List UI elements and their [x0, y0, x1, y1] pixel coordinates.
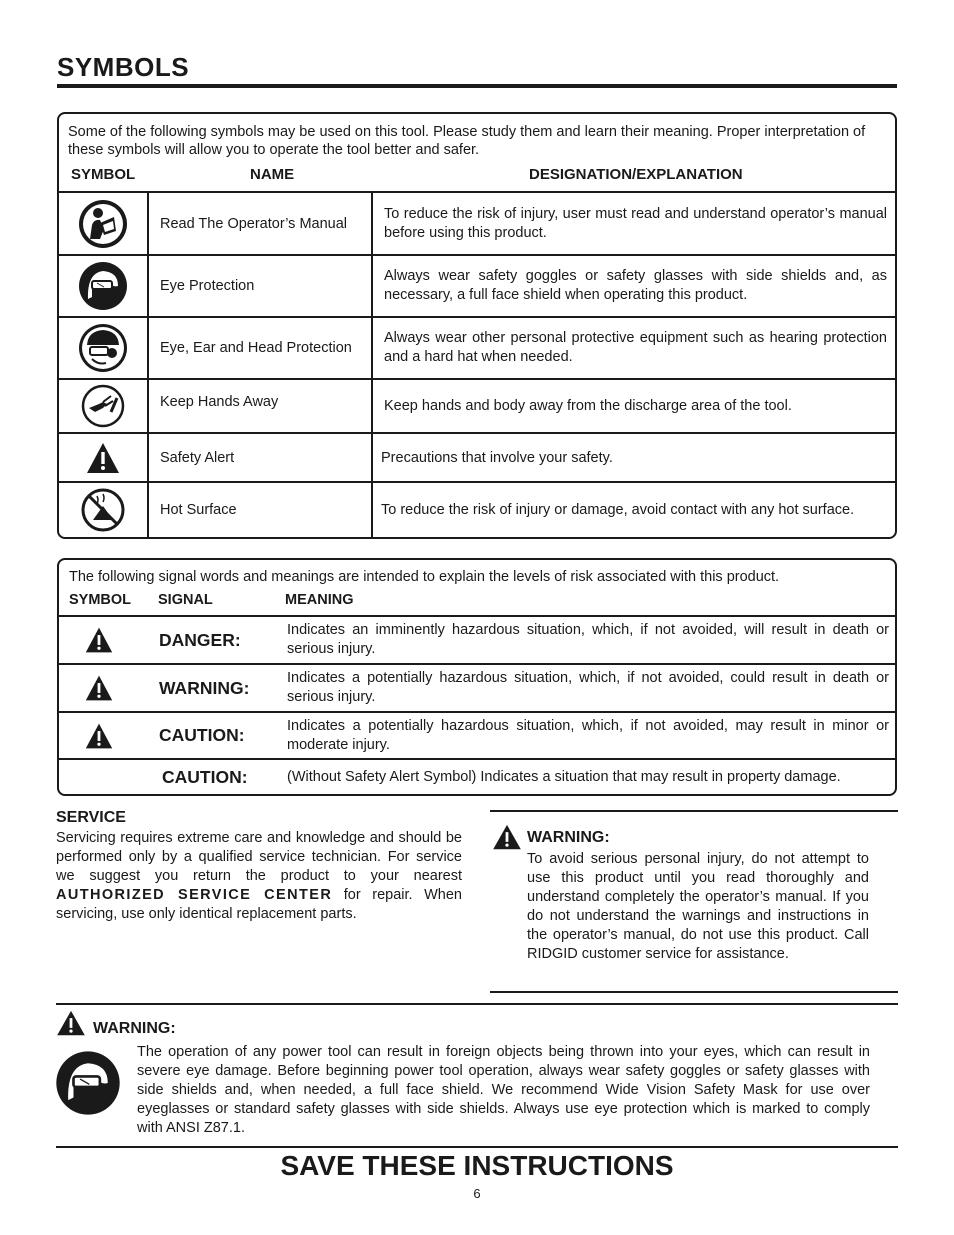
page-title: SYMBOLS — [57, 52, 190, 82]
signal-word: WARNING: — [159, 677, 250, 698]
service-text-after: for repair. When servicing, use only identical replacement parts. — [56, 887, 463, 922]
symbol-name: Eye Protection — [149, 256, 373, 316]
signal-row — [59, 711, 895, 758]
symbol-desc: To reduce the risk of injury, user must read and understand operator’s manual before using this product. — [384, 205, 887, 241]
header-meaning: MEANING — [285, 592, 354, 608]
symbol-desc: Precautions that involve your safety. — [381, 450, 613, 466]
safety-alert-icon — [85, 441, 121, 475]
authorized-service-center: AUTHORIZED SERVICE CENTER — [56, 887, 333, 903]
header-name: NAME — [250, 166, 295, 183]
signal-words-table — [57, 558, 897, 796]
signal-row — [59, 663, 895, 711]
header-symbol: SYMBOL — [71, 166, 136, 183]
safety-alert-icon — [84, 626, 114, 654]
eye-protection-icon — [55, 1050, 121, 1116]
warning-title: WARNING: — [527, 829, 610, 846]
symbol-desc: Always wear safety goggles or safety glasses with side shields and, as necessary, a full face shield when operating this product. — [384, 268, 887, 303]
warning-box-manual — [490, 810, 898, 993]
header-symbol: SYMBOL — [69, 592, 132, 608]
symbol-row — [59, 191, 895, 254]
symbol-row — [59, 316, 895, 378]
header-designation: DESIGNATION/EXPLANATION — [529, 166, 743, 183]
service-text — [56, 829, 462, 924]
eye-ear-head-protection-icon — [78, 323, 128, 373]
title-rule — [57, 84, 897, 88]
symbol-desc: To reduce the risk of injury or damage, avoid contact with any hot surface. — [381, 501, 855, 518]
symbol-name: Safety Alert — [149, 434, 373, 481]
service-text-before: Servicing requires extreme care and knowledge and should be performed only by a qualified service technician. For service we suggest you return the product to your nearest — [56, 830, 462, 884]
signal-meaning: Indicates an imminently hazardous situation, which, if not avoided, will result in death or serious injury. — [287, 622, 889, 657]
divider — [56, 1003, 898, 1005]
symbol-row — [59, 378, 895, 432]
symbol-desc: Keep hands and body away from the discharge area of the tool. — [384, 397, 792, 414]
safety-alert-icon — [84, 722, 114, 750]
signals-intro: The following signal words and meanings are intended to explain the levels of risk associated with this product. — [69, 569, 780, 585]
hot-surface-icon — [81, 488, 125, 532]
signal-meaning: Indicates a potentially hazardous situation, which, if not avoided, could result in death or serious injury. — [287, 670, 889, 705]
warning-text: The operation of any power tool can result in foreign objects being thrown into your eyes, which can result in severe eye damage. Before beginning power tool operation, always wear safety goggles or safety glasses with side shields and, when needed, a full face shield. We recommend Wide Vision Safety Mask for use over eyeglasses or standard safety glasses with side shields. Always use eye protection which is marked to comply with ANSI Z87.1. — [137, 1044, 870, 1136]
symbols-table — [57, 112, 897, 539]
read-manual-icon — [78, 199, 128, 249]
symbol-desc: Always wear other personal protective equipment such as hearing protection and a hard hat when needed. — [384, 330, 887, 365]
signal-word: CAUTION: — [159, 725, 245, 745]
eye-protection-icon — [78, 261, 128, 311]
symbol-row — [59, 254, 895, 316]
signal-meaning: Indicates a potentially hazardous situation, which, if not avoided, may result in minor or moderate injury. — [287, 717, 889, 753]
signal-row — [59, 615, 895, 663]
signal-row — [59, 758, 895, 794]
signal-meaning: (Without Safety Alert Symbol) Indicates a situation that may result in property damage. — [287, 768, 841, 785]
keep-hands-away-icon — [81, 384, 125, 428]
warning-title: WARNING: — [93, 1020, 176, 1037]
header-signal: SIGNAL — [158, 592, 213, 608]
symbol-name: Keep Hands Away — [149, 380, 373, 432]
safety-alert-icon — [84, 674, 114, 702]
symbol-name: Hot Surface — [149, 483, 373, 537]
symbol-name: Read The Operator’s Manual — [149, 193, 373, 254]
page-number: 6 — [473, 1186, 481, 1201]
symbol-row — [59, 432, 895, 481]
symbols-intro: Some of the following symbols may be used on this tool. Please study them and learn their meaning. Proper interpretation of these symbols will allow you to operate the tool better and safer. — [68, 124, 866, 158]
service-title: SERVICE — [56, 809, 126, 826]
save-instructions-title: SAVE THESE INSTRUCTIONS — [280, 1150, 674, 1181]
divider — [56, 1146, 898, 1148]
signal-word: DANGER: — [159, 629, 241, 650]
safety-alert-icon — [492, 824, 522, 850]
signal-word: CAUTION: — [162, 766, 248, 787]
warning-text: To avoid serious personal injury, do not attempt to use this product until you read thoroughly and understand completely the operator’s manual. If you do not understand the warnings and instructions in the operator’s manual, do not use this product. Call RIDGID customer service for assistance. — [527, 851, 869, 962]
symbol-row — [59, 481, 895, 537]
safety-alert-icon — [56, 1010, 86, 1036]
symbol-name: Eye, Ear and Head Protection — [149, 318, 373, 378]
